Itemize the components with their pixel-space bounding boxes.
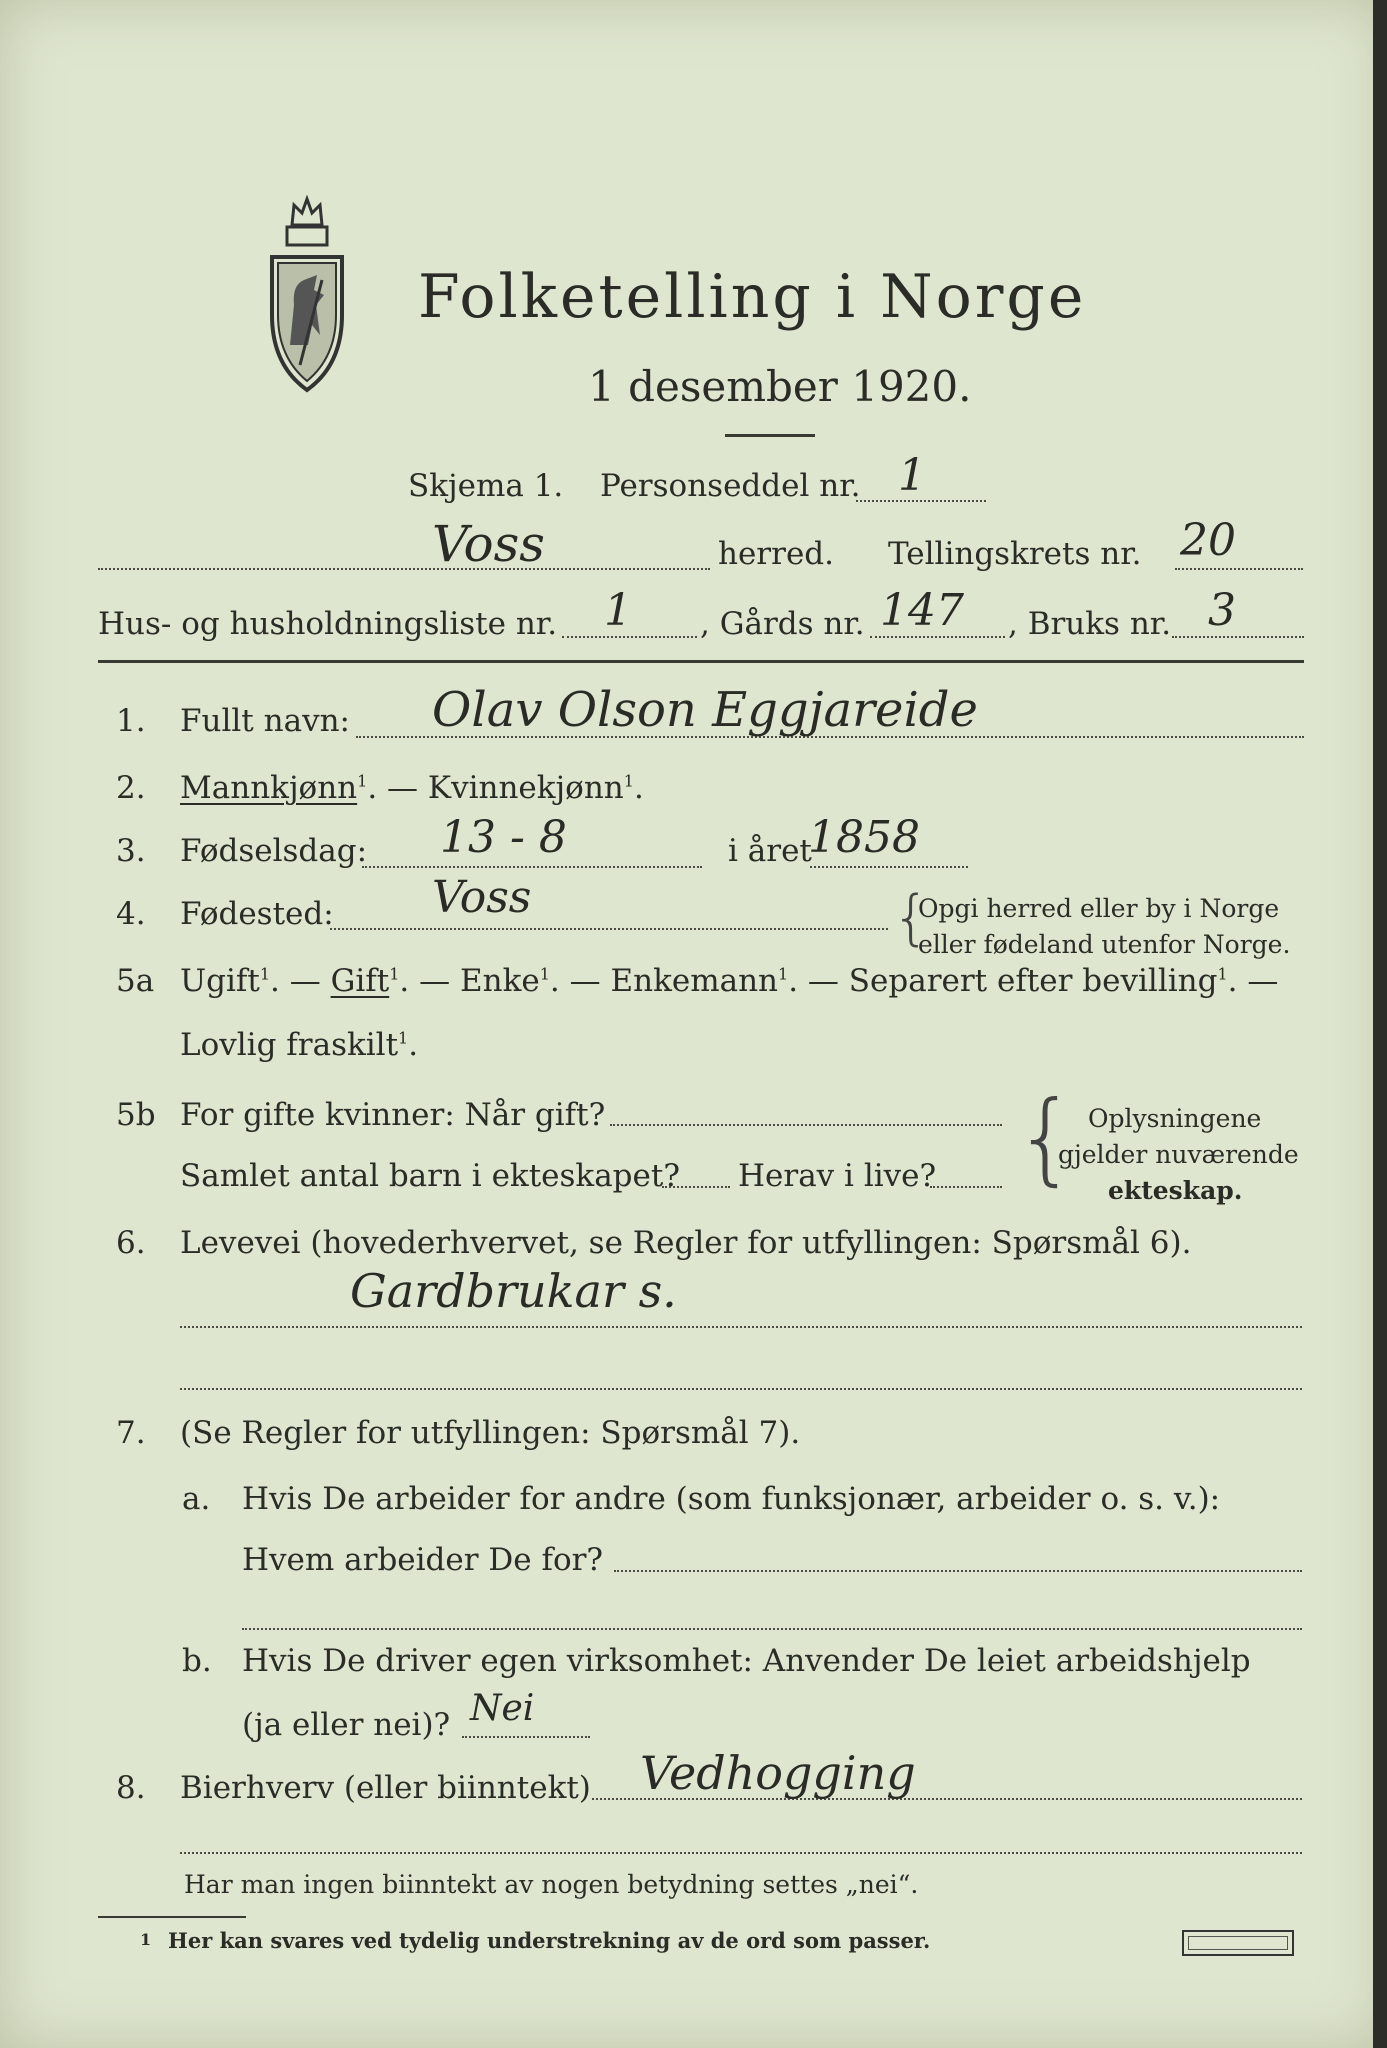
q7-label: (Se Regler for utfyllingen: Spørsmål 7). [180, 1415, 801, 1451]
q2-number: 2. [116, 770, 146, 806]
q7b-text: Hvis De driver egen virksomhet: Anvender De leiet arbeidshjelp [242, 1643, 1251, 1679]
personseddel-label: Personseddel nr. [600, 468, 861, 504]
q5b-label-3: Herav i live? [738, 1158, 937, 1194]
form-title: Folketelling i Norge [418, 262, 1087, 332]
tellingskrets-value[interactable]: 20 [1180, 515, 1236, 566]
footnote-ref: 1 [623, 771, 634, 791]
herred-line [98, 568, 710, 570]
q5b-label-2: Samlet antal barn i ekteskapet? [180, 1158, 680, 1194]
footnote-ref: 1 [398, 1028, 409, 1048]
q7a-text: Hvis De arbeider for andre (som funksjonær, arbeider o. s. v.): [242, 1481, 1221, 1517]
scan-edge [1373, 0, 1387, 2048]
census-date: 1 desember 1920. [588, 362, 972, 411]
q7b-line [462, 1736, 590, 1738]
q4-line [330, 928, 888, 930]
footnote-ref: 1 [389, 964, 400, 984]
marital-status-options: Ugift$^1$. — Gift$^1$. — Enke$^1$. — Enkemann$^1$. — Separert efter bevilling$^1$. — [180, 963, 1279, 999]
footnote-ref: 1 [778, 964, 789, 984]
side-income-value[interactable]: Vedhogging [640, 1746, 916, 1800]
q3-label: Fødselsdag: [180, 833, 368, 869]
gards-line [870, 636, 1005, 638]
footnote-ref: 1 [1217, 964, 1228, 984]
q8-number: 8. [116, 1770, 146, 1806]
q6-label: Levevei (hovederhvervet, se Regler for utfyllingen: Spørsmål 6). [180, 1225, 1192, 1261]
printer-stamp [1182, 1930, 1294, 1956]
husholdning-value[interactable]: 1 [604, 585, 632, 636]
footnote-ref: 1 [357, 771, 368, 791]
tellingskrets-label: Tellingskrets nr. [888, 536, 1142, 572]
q4-note-1: Opgi herred eller by i Norge [918, 894, 1280, 923]
birthdate-value[interactable]: 13 - 8 [440, 812, 567, 863]
lovlig-fraskilt-row: Lovlig fraskilt$^1$. [180, 1027, 419, 1063]
full-name-value[interactable]: Olav Olson Eggjareide [432, 682, 978, 738]
q2-sex-options [180, 770, 644, 806]
q7b-question: (ja eller nei)? [242, 1707, 451, 1743]
header-divider [98, 660, 1304, 663]
separator: — [1237, 963, 1279, 999]
birth-year-value[interactable]: 1858 [808, 812, 920, 863]
separator: — [559, 963, 611, 999]
footnote-text: Her kan svares ved tydelig understrekning av de ord som passer. [168, 1928, 931, 1953]
enke-option[interactable]: Enke [459, 963, 540, 999]
q2-end: . [633, 770, 644, 806]
gift-option[interactable]: Gift [330, 963, 390, 999]
bruks-value[interactable]: 3 [1208, 585, 1236, 636]
bruks-line [1172, 636, 1304, 638]
q6-line-1 [180, 1326, 1302, 1328]
norwegian-coat-of-arms-icon [262, 195, 352, 395]
sex-male-option[interactable]: Mannkjønn [180, 770, 358, 806]
q5b-label-1: For gifte kvinner: Når gift? [180, 1097, 606, 1133]
q8-line-2 [180, 1852, 1302, 1854]
q5b-number: 5b [116, 1097, 156, 1133]
q1-number: 1. [116, 703, 146, 739]
q2-separator: . — [367, 770, 428, 806]
title-divider [725, 434, 815, 437]
q4-number: 4. [116, 896, 146, 932]
q5b-line-1 [610, 1124, 1002, 1126]
husholdning-line [562, 636, 697, 638]
enkemann-option[interactable]: Enkemann [610, 963, 779, 999]
q7a-letter: a. [182, 1481, 211, 1517]
personseddel-value[interactable]: 1 [898, 450, 926, 501]
occupation-value[interactable]: Gardbrukar s. [350, 1264, 677, 1318]
footnote-ref: 1 [539, 964, 550, 984]
q6-line-2 [180, 1388, 1302, 1390]
schema-label: Skjema 1. [408, 468, 564, 504]
q5b-note-1: Oplysningene [1088, 1104, 1262, 1133]
sex-female-option[interactable]: Kvinnekjønn [427, 770, 624, 806]
q3-number: 3. [116, 833, 146, 869]
separator: — [279, 963, 331, 999]
gards-label: , Gårds nr. [700, 606, 865, 642]
q5b-brace: { [1014, 1079, 1078, 1196]
q5b-note-3: ekteskap. [1108, 1176, 1243, 1205]
ugift-option[interactable]: Ugift [180, 963, 260, 999]
q8-label: Bierhverv (eller biinntekt) [180, 1770, 591, 1806]
q5b-note-2: gjelder nuværende [1058, 1140, 1299, 1169]
separator: — [409, 963, 460, 999]
herred-value[interactable]: Voss [432, 515, 545, 573]
birthplace-value[interactable]: Voss [432, 872, 532, 923]
gards-value[interactable]: 147 [880, 585, 964, 636]
footer-note: Har man ingen biinntekt av nogen betydning settes „nei“. [184, 1870, 919, 1899]
herred-label: herred. [718, 536, 834, 572]
q3-line [362, 866, 702, 868]
footnote-divider [98, 1916, 246, 1918]
lovlig-fraskilt-option[interactable]: Lovlig fraskilt [180, 1027, 399, 1063]
year-label: i året [728, 833, 812, 869]
q7a-line-2 [242, 1628, 1302, 1630]
q5b-line-3 [930, 1186, 1002, 1188]
husholdning-label: Hus- og husholdningsliste nr. [98, 606, 558, 642]
q6-number: 6. [116, 1225, 146, 1261]
separator: — [798, 963, 849, 999]
q1-label: Fullt navn: [180, 703, 350, 739]
q5b-line-2 [662, 1186, 730, 1188]
q7-number: 7. [116, 1415, 146, 1451]
tellingskrets-line [1175, 568, 1303, 570]
q7b-letter: b. [182, 1643, 212, 1679]
q7a-line-1 [614, 1570, 1302, 1572]
footnote-mark: 1 [140, 1930, 152, 1949]
year-line [810, 866, 968, 868]
q4-brace: { [892, 883, 931, 953]
separert-option[interactable]: Separert efter bevilling [848, 963, 1218, 999]
footnote-ref: 1 [259, 964, 271, 984]
q4-label: Fødested: [180, 896, 334, 932]
bruks-label: , Bruks nr. [1008, 606, 1172, 642]
q7a-question: Hvem arbeider De for? [242, 1542, 604, 1578]
q5a-number: 5a [116, 963, 155, 999]
hired-help-value[interactable]: Nei [470, 1688, 535, 1729]
q4-note-2: eller fødeland utenfor Norge. [918, 930, 1291, 959]
